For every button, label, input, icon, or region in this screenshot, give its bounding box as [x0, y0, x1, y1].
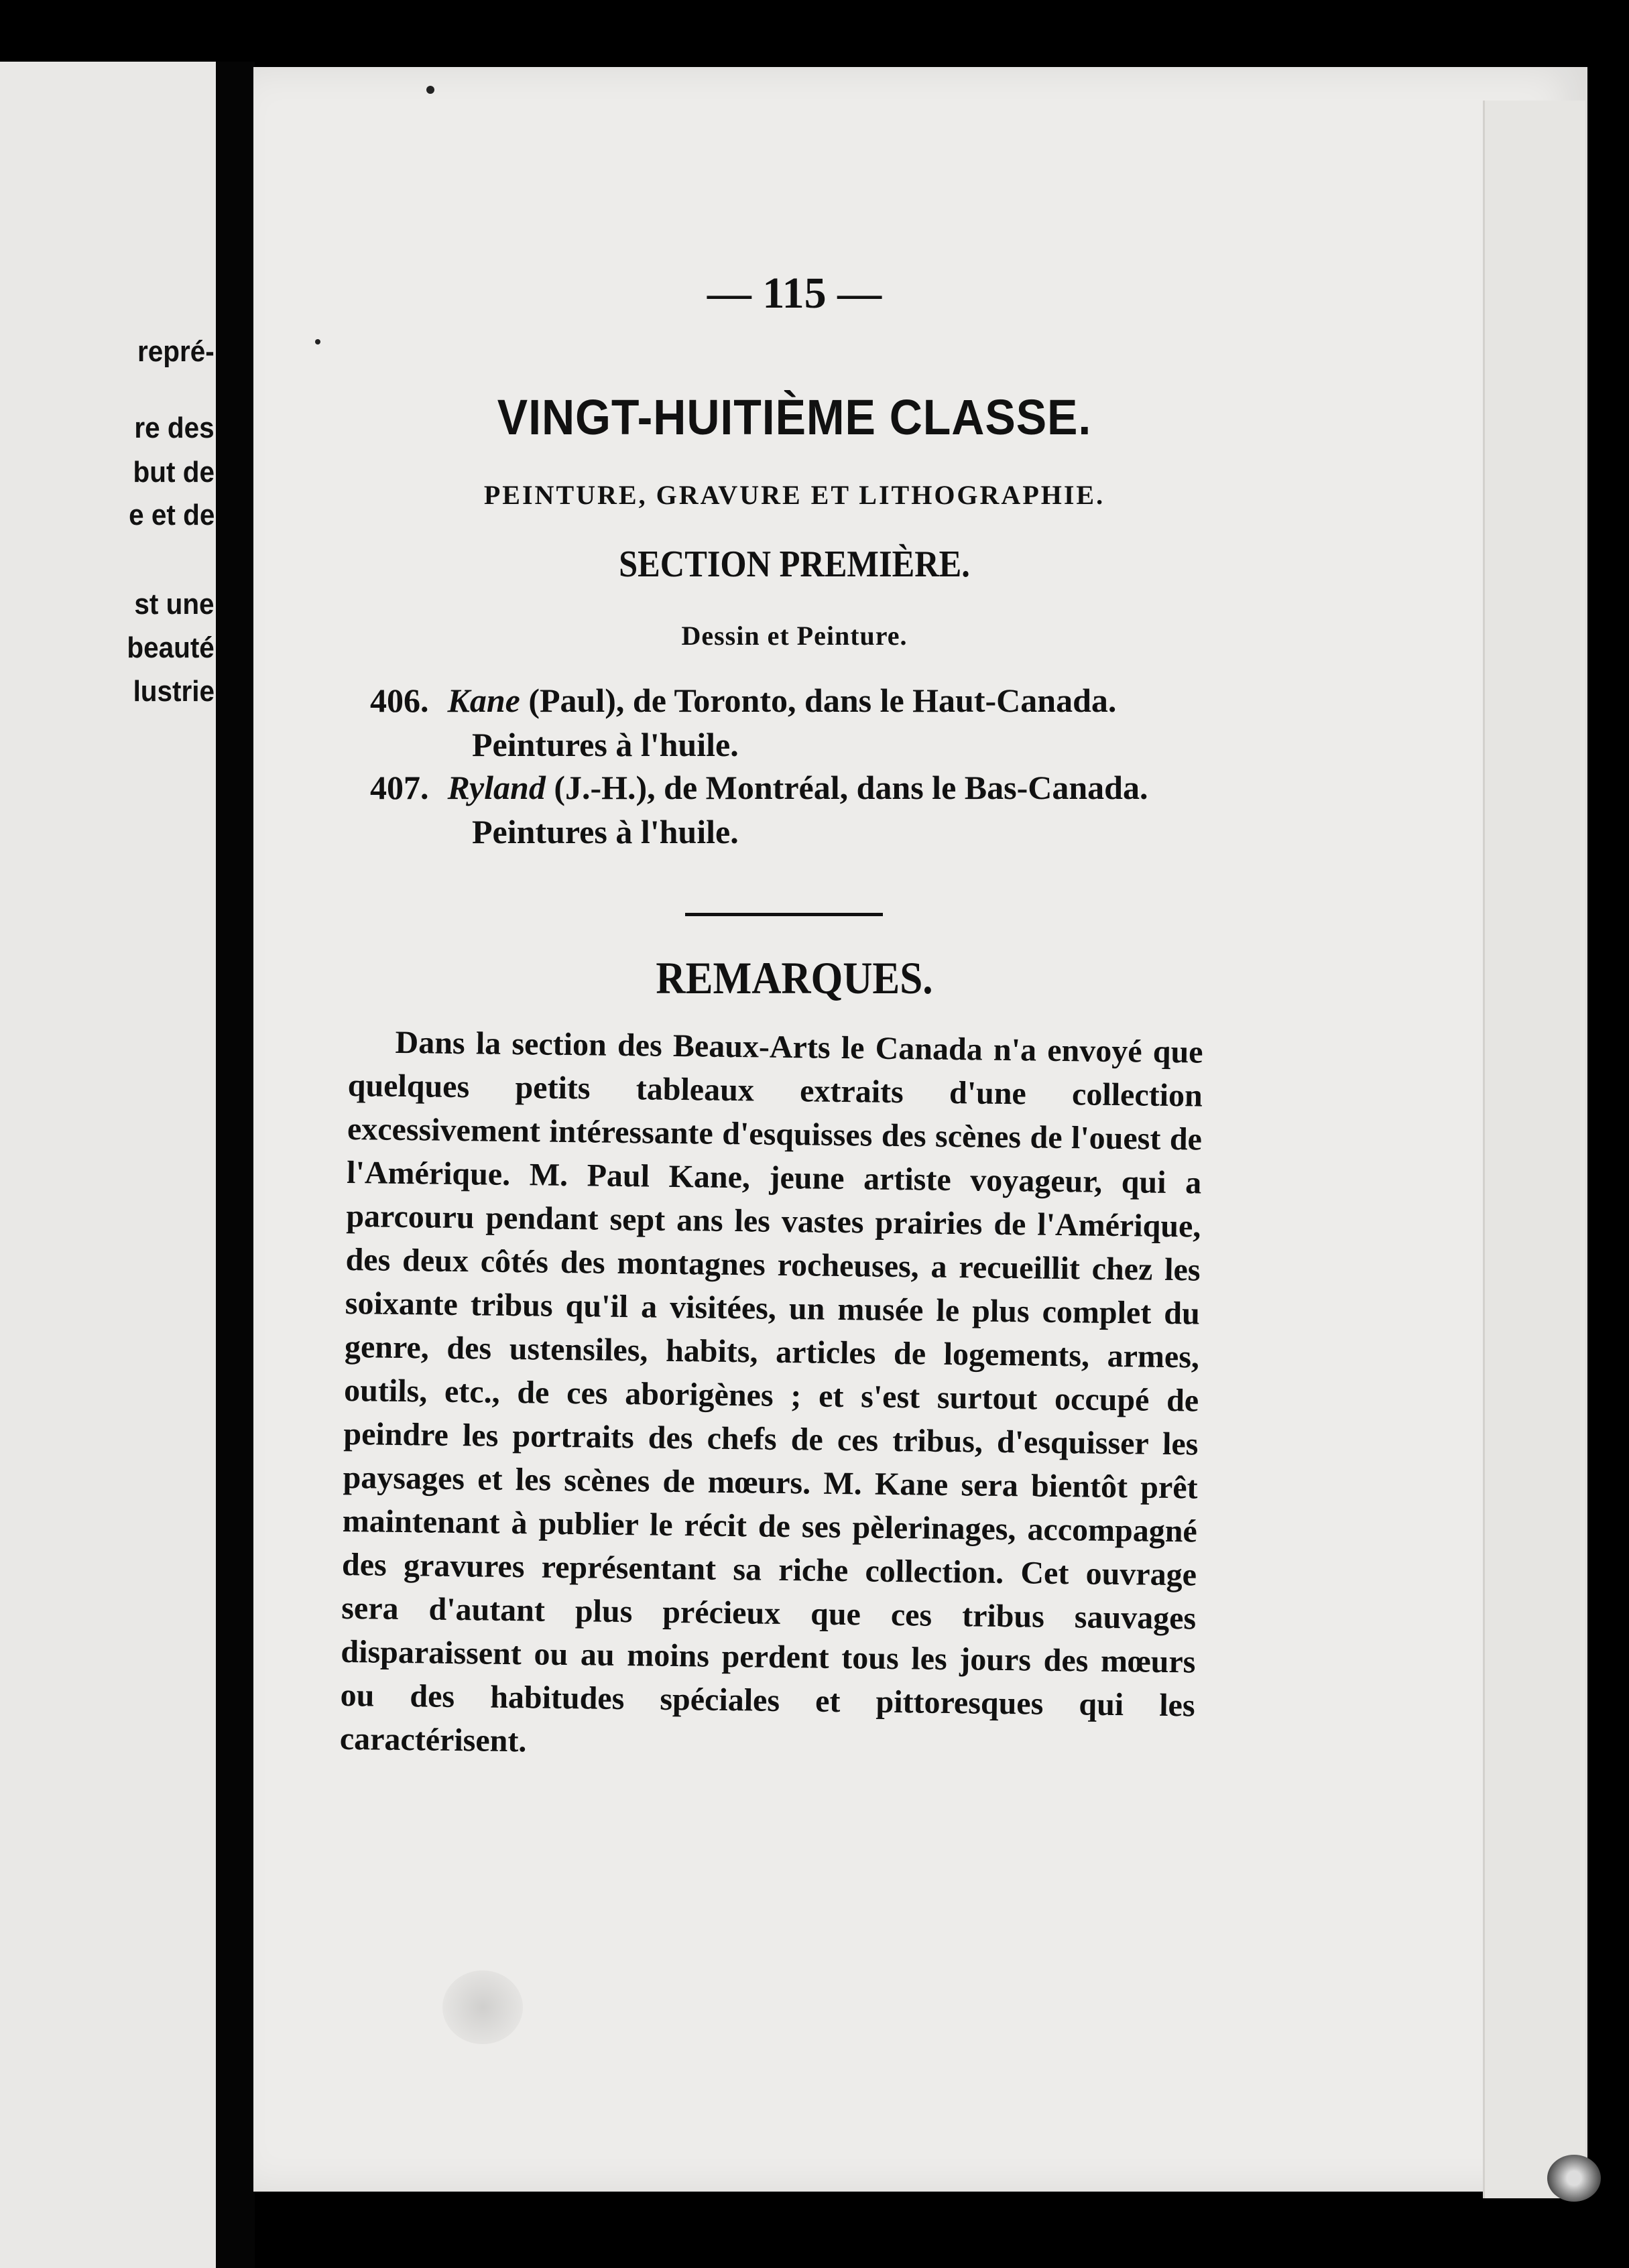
scan-artifact — [1547, 2155, 1601, 2202]
catalog-entry — [370, 765, 1221, 854]
remarks-title: REMARQUES. — [656, 952, 933, 1003]
remarks-paragraph — [340, 1020, 1203, 1771]
entry-name: Kane — [447, 682, 520, 719]
left-page-line: st une — [134, 588, 215, 621]
entry-name: Ryland — [447, 769, 546, 806]
remarks-text: Dans la section des Beaux-Arts le Canada n'a envoyé que quelques petits tableaux extraits d'une collection excessivement intéressante d'esquisses des scènes de l'ouest de l'Amérique. M. Paul Kane, jeune artiste voyageur, qui a parcouru pendant sept ans les vastes prairies de l'Amérique, des deux côtés des montagnes rocheuses, a recueillit chez les soixante tribus qu'il a visitées, un musée le plus complet du genre, des ustensiles, habits, articles de logements, armes, outils, etc., de ces aborigènes ; et s'est surtout occupé de peindre les portraits des chefs de ces tribus, d'esquisser les paysages et les scènes de mœurs. M. Kane sera bientôt prêt maintenant à publier le récit de ses pèlerinages, accompagné des gravures représentant sa riche collection. Cet ouvrage sera d'autant plus précieux que ces tribus sauvages disparaissent ou au moins perdent tous les jours des mœurs ou des habitudes spéciales et pittoresques qui les caractérisent. — [339, 1024, 1203, 1759]
entry-medium: Peintures à l'huile. — [472, 813, 739, 850]
left-page-line: repré- — [137, 335, 215, 368]
left-page-fragment — [0, 62, 216, 2268]
page-smudge — [442, 1970, 523, 2044]
entry-details: (J.-H.), de Montréal, dans le Bas-Canada. — [554, 769, 1148, 806]
left-page-line: lustrie — [133, 675, 215, 708]
entry-medium: Peintures à l'huile. — [472, 726, 739, 763]
entry-number: 406. — [370, 682, 429, 719]
ink-speck — [315, 339, 320, 344]
left-page-line: e et de — [128, 499, 215, 531]
subsection-title: Dessin et Peinture. — [681, 621, 908, 651]
class-subtitle: PEINTURE, GRAVURE ET LITHOGRAPHIE. — [483, 480, 1105, 510]
entry-details: (Paul), de Toronto, dans le Haut-Canada. — [528, 682, 1117, 719]
section-title: SECTION PREMIÈRE. — [619, 544, 970, 585]
page-edge — [1483, 101, 1585, 2198]
entry-number: 407. — [370, 769, 429, 806]
ink-speck — [426, 86, 434, 94]
book-gutter — [216, 62, 255, 2268]
left-page-line: re des — [134, 412, 215, 444]
divider-rule — [685, 913, 883, 916]
left-page-line: beauté — [127, 631, 215, 664]
left-page-line: but de — [133, 456, 215, 489]
class-title: VINGT-HUITIÈME CLASSE. — [497, 389, 1092, 445]
page-number: — 115 — — [707, 269, 882, 318]
catalog-entry — [370, 678, 1221, 767]
